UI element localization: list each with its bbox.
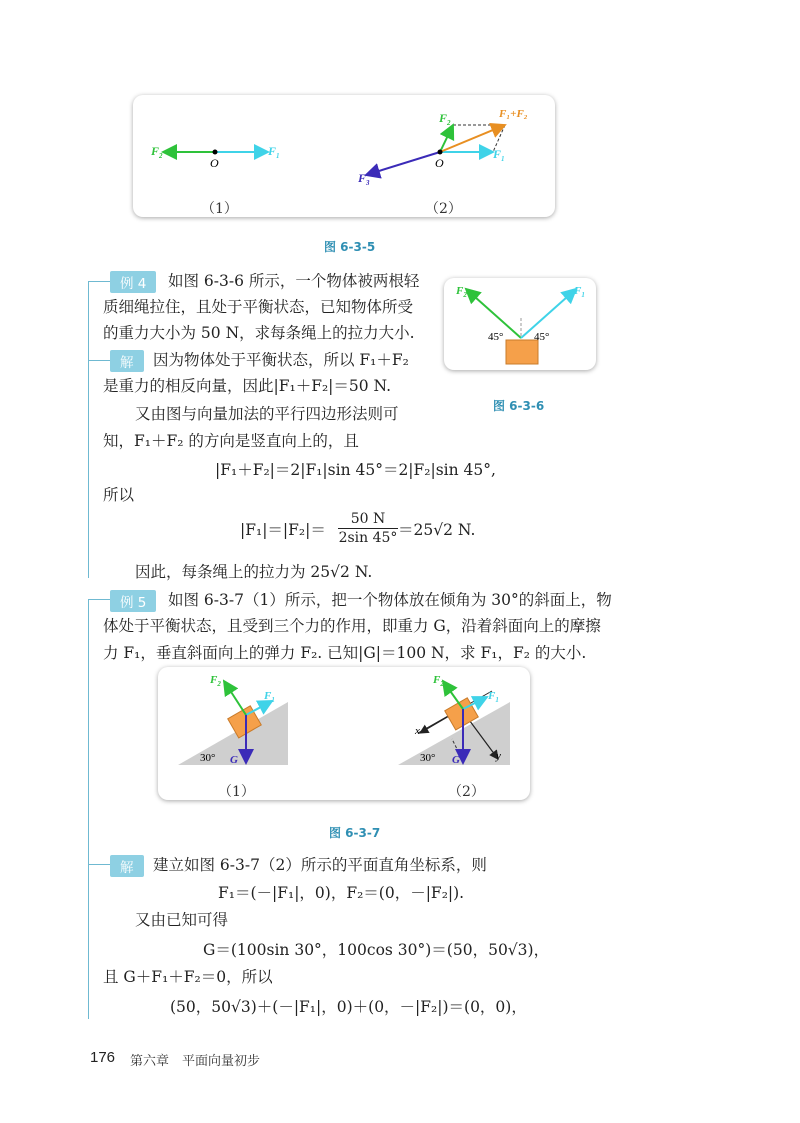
solution5-line2: F₁＝(－|F₁|，0)，F₂＝(0，－|F₂|). [218, 884, 465, 902]
svg-text:y: y [496, 750, 501, 762]
example4-line2: 质细绳拉住，且处于平衡状态，已知物体所受 [103, 298, 414, 316]
rope-diagram-6-3-6 [444, 278, 596, 370]
example4-rule [88, 281, 110, 282]
svg-text:F1: $F_1$ [493, 147, 505, 163]
hanging-block [506, 340, 538, 364]
svg-text:30°: 30° [420, 752, 436, 764]
solution4-line1: 因为物体处于平衡状态，所以 F₁＋F₂ [153, 351, 409, 369]
svg-text:F₁+F₂: F₁+F₂ [499, 108, 528, 120]
solution5-line4: G＝(100sin 30°，100cos 30°)＝(50，50√3)， [203, 941, 550, 959]
example4-tag: 例 4 [110, 271, 156, 293]
fraction-denominator: 2sin 45° [338, 530, 398, 546]
solution4-line2: 是重力的相反向量，因此|F₁＋F₂|＝50 N. [103, 377, 392, 395]
normal-vector-2 [443, 681, 463, 709]
page-number: 176 [90, 1049, 116, 1066]
svg-text:F2: $F_2$ [210, 674, 221, 688]
example4-line3: 的重力大小为 50 N，求每条绳上的拉力大小. [103, 324, 415, 342]
example5-line2: 体处于平衡状态，且受到三个力的作用，即重力 G，沿着斜面向上的摩擦 [103, 617, 601, 635]
svg-text:F2: $F_2$ [151, 144, 163, 160]
equation-2-left: |F₁|＝|F₂|＝ [240, 521, 326, 539]
svg-text:30°: 30° [200, 752, 216, 764]
equation-2-right: ＝25√2 N. [398, 521, 476, 539]
example5-rule [88, 599, 110, 600]
subfigure-label-1: （1） [201, 201, 238, 217]
solution4-rule [88, 360, 110, 361]
equation-2-fraction [338, 510, 398, 547]
svg-text:x: x [415, 725, 420, 737]
svg-text:F2: $F_2$ [439, 111, 451, 127]
svg-text:O: O [435, 156, 444, 170]
example5-bar [88, 599, 89, 1019]
solution5-line1: 建立如图 6-3-7（2）所示的平面直角坐标系，则 [153, 856, 487, 874]
svg-text:F1: $F_1$ [488, 690, 499, 704]
solution5-line3: 又由已知可得 [135, 911, 229, 929]
svg-text:F1: $F_1$ [268, 144, 280, 160]
figure-caption-6-3-5: 图 6-3-5 [324, 240, 376, 254]
subfigure-label-1: （1） [218, 784, 255, 800]
subfigure-label-2: （2） [448, 784, 485, 800]
vector-f3 [366, 152, 440, 175]
example4-bar [88, 281, 89, 578]
example5-line1: 如图 6-3-7（1）所示，把一个物体放在倾角为 30°的斜面上，物 [168, 591, 612, 609]
solution5-line5: 且 G＋F₁＋F₂＝0，所以 [103, 968, 273, 986]
svg-text:45°: 45° [488, 331, 504, 343]
svg-text:F2: $F_2$ [433, 674, 444, 688]
subfigure-label-2: （2） [425, 201, 462, 217]
solution4-line4: 知，F₁＋F₂ 的方向是竖直向上的，且 [103, 432, 359, 450]
svg-text:F3: $F_3$ [358, 171, 370, 187]
figure-6-3-7-box [158, 667, 530, 800]
example4-line1: 如图 6-3-6 所示，一个物体被两根轻 [168, 272, 420, 290]
svg-text:F1: $F_1$ [264, 690, 275, 704]
figure-6-3-5-box [133, 95, 555, 217]
solution5-line6: (50，50√3)＋(－|F₁|，0)＋(0，－|F₂|)＝(0，0)， [170, 998, 527, 1016]
figure-6-3-6-box [444, 278, 596, 370]
fraction-numerator: 50 N [338, 510, 398, 529]
svg-text:F2: $F_2$ [456, 285, 467, 299]
normal-vector-1 [224, 681, 246, 715]
solution4-line3: 又由图与向量加法的平行四边形法则可 [135, 405, 399, 423]
solution4-tag: 解 [110, 350, 144, 372]
equation-1: |F₁＋F₂|＝2|F₁|sin 45°＝2|F₂|sin 45°, [215, 461, 496, 479]
svg-text:F1: $F_1$ [574, 285, 585, 299]
vector-diagram-6-3-5 [133, 95, 555, 217]
solution4-line5: 所以 [103, 486, 135, 504]
solution5-tag: 解 [110, 855, 144, 877]
solution5-rule [88, 864, 110, 865]
figure-caption-6-3-6: 图 6-3-6 [493, 399, 545, 413]
solution4-conclusion: 因此，每条绳上的拉力为 25√2 N. [135, 563, 373, 581]
svg-text:G: G [230, 754, 238, 766]
svg-text:45°: 45° [534, 331, 550, 343]
example5-tag: 例 5 [110, 590, 156, 612]
svg-text:G: G [452, 754, 460, 766]
svg-text:O: O [210, 156, 219, 170]
example5-line3: 力 F₁，垂直斜面向上的弹力 F₂. 已知|G|＝100 N，求 F₁，F₂ 的大小. [103, 644, 587, 662]
chapter-title: 第六章 平面向量初步 [130, 1054, 261, 1069]
figure-caption-6-3-7: 图 6-3-7 [329, 826, 381, 840]
